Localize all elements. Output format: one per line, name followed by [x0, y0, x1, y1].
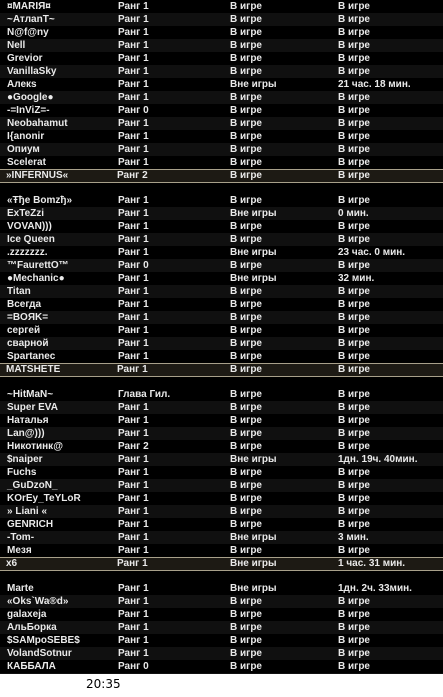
member-rank: Глава Гил. — [118, 389, 171, 400]
member-status: В игре — [230, 519, 262, 530]
member-row[interactable] — [0, 505, 443, 518]
member-row[interactable] — [0, 647, 443, 660]
member-rank: Ранг 1 — [118, 454, 149, 465]
member-row[interactable] — [0, 479, 443, 492]
clock-time: 20:35 — [86, 677, 121, 691]
member-rank: Ранг 1 — [118, 27, 149, 38]
member-rank: Ранг 1 — [118, 234, 149, 245]
member-last-seen: В игре — [338, 53, 370, 64]
member-last-seen: В игре — [338, 92, 370, 103]
member-last-seen: В игре — [338, 66, 370, 77]
member-last-seen: 32 мин. — [338, 273, 375, 284]
member-row[interactable] — [0, 414, 443, 427]
member-rank: Ранг 1 — [118, 1, 149, 12]
member-rank: Ранг 1 — [117, 558, 148, 569]
member-row-selected[interactable] — [0, 169, 443, 183]
member-last-seen: В игре — [338, 545, 370, 556]
member-status: В игре — [230, 428, 262, 439]
member-rank: Ранг 1 — [118, 428, 149, 439]
member-name: Fuchs — [7, 467, 37, 478]
member-row[interactable] — [0, 544, 443, 557]
member-name: «Ŧђe Bomzђ» — [7, 195, 73, 206]
member-status: В игре — [230, 635, 262, 646]
member-status: В игре — [230, 66, 262, 77]
member-name: ~АтлanТ~ — [7, 14, 55, 25]
member-group — [0, 0, 443, 194]
member-row[interactable] — [0, 130, 443, 143]
member-last-seen: В игре — [338, 389, 370, 400]
member-rank: Ранг 0 — [118, 105, 149, 116]
member-row[interactable] — [0, 259, 443, 272]
member-status: Вне игры — [230, 583, 277, 594]
member-name: $SAMpoSEBE$ — [7, 635, 80, 646]
member-row[interactable] — [0, 78, 443, 91]
member-last-seen: В игре — [338, 441, 370, 452]
member-last-seen: В игре — [338, 661, 370, 672]
member-rank: Ранг 1 — [118, 545, 149, 556]
member-row[interactable] — [0, 220, 443, 233]
member-row[interactable] — [0, 91, 443, 104]
member-last-seen: В игре — [338, 635, 370, 646]
member-row[interactable] — [0, 233, 443, 246]
member-name: VanillaSky — [7, 66, 57, 77]
member-status: В игре — [230, 325, 262, 336]
member-rank: Ранг 1 — [118, 338, 149, 349]
member-name: _GuDzoN_ — [7, 480, 58, 491]
member-name: Marte — [7, 583, 34, 594]
member-rank: Ранг 1 — [118, 648, 149, 659]
member-rank: Ранг 1 — [118, 493, 149, 504]
member-status: В игре — [230, 441, 262, 452]
member-status: В игре — [230, 105, 262, 116]
member-name: ~HitMaN~ — [7, 389, 54, 400]
member-name: Nell — [7, 40, 26, 51]
member-row[interactable] — [0, 388, 443, 401]
member-name: Titan — [7, 286, 31, 297]
member-name: Мезя — [7, 545, 32, 556]
member-status: В игре — [230, 53, 262, 64]
member-last-seen: В игре — [338, 402, 370, 413]
member-name: Ice Queen — [7, 234, 55, 245]
member-group — [0, 194, 443, 388]
member-last-seen: В игре — [338, 609, 370, 620]
member-name: «Oks`Wa®d» — [7, 596, 69, 607]
member-row[interactable] — [0, 65, 443, 78]
member-rank: Ранг 2 — [118, 441, 149, 452]
member-status: В игре — [230, 286, 262, 297]
member-last-seen: В игре — [338, 1, 370, 12]
member-last-seen: В игре — [338, 260, 370, 271]
member-status: В игре — [230, 144, 262, 155]
member-row[interactable] — [0, 52, 443, 65]
member-last-seen: В игре — [338, 14, 370, 25]
member-status: Вне игры — [230, 79, 277, 90]
member-last-seen: В игре — [338, 415, 370, 426]
member-row[interactable] — [0, 453, 443, 466]
member-last-seen: В игре — [338, 131, 370, 142]
member-row[interactable] — [0, 492, 443, 505]
member-name: x6 — [6, 558, 18, 569]
member-row[interactable] — [0, 634, 443, 647]
member-status: В игре — [230, 506, 262, 517]
member-rank: Ранг 1 — [117, 364, 148, 375]
member-rank: Ранг 2 — [117, 170, 148, 181]
member-name: Grevior — [7, 53, 43, 64]
member-status: В игре — [230, 389, 262, 400]
member-name: Scelerat — [7, 157, 46, 168]
member-rank: Ранг 1 — [118, 480, 149, 491]
member-last-seen: В игре — [338, 622, 370, 633]
member-last-seen: В игре — [338, 596, 370, 607]
member-name: Spartanec — [7, 351, 56, 362]
member-last-seen: В игре — [338, 299, 370, 310]
member-row[interactable] — [0, 621, 443, 634]
member-row[interactable] — [0, 272, 443, 285]
member-row[interactable] — [0, 39, 443, 52]
member-name: ™FaurettO™ — [7, 260, 69, 271]
member-name: Super EVA — [7, 402, 58, 413]
member-last-seen: В игре — [338, 170, 370, 181]
member-name: KOrEy_TeYLoR — [7, 493, 81, 504]
member-row[interactable] — [0, 246, 443, 259]
member-last-seen: 3 мин. — [338, 532, 369, 543]
member-last-seen: 21 час. 18 мин. — [338, 79, 411, 90]
member-name: КАББАЛА — [7, 661, 56, 672]
member-rank: Ранг 1 — [118, 286, 149, 297]
member-last-seen: 1 час. 31 мин. — [338, 558, 406, 569]
member-name: ExTeZzi — [7, 208, 45, 219]
member-rank: Ранг 1 — [118, 273, 149, 284]
group-separator — [0, 571, 443, 582]
member-name: ●Mechanic● — [7, 273, 65, 284]
member-row[interactable] — [0, 285, 443, 298]
member-status: В игре — [230, 545, 262, 556]
member-last-seen: В игре — [338, 467, 370, 478]
member-rank: Ранг 1 — [118, 118, 149, 129]
member-status: В игре — [230, 221, 262, 232]
member-last-seen: В игре — [338, 234, 370, 245]
member-name: Опиум — [7, 144, 40, 155]
member-rank: Ранг 0 — [118, 260, 149, 271]
member-status: В игре — [230, 415, 262, 426]
member-rank: Ранг 1 — [118, 325, 149, 336]
member-row[interactable] — [0, 518, 443, 531]
member-name: Neobahamut — [7, 118, 68, 129]
member-name: MATSHETE — [6, 364, 61, 375]
member-row[interactable] — [0, 440, 443, 453]
member-row[interactable] — [0, 298, 443, 311]
member-row[interactable] — [0, 26, 443, 39]
member-name: VOVAN))) — [7, 221, 52, 232]
member-last-seen: В игре — [338, 157, 370, 168]
member-rank: Ранг 1 — [118, 622, 149, 633]
member-name: сергей — [7, 325, 41, 336]
member-status: В игре — [230, 14, 262, 25]
member-name: сварной — [7, 338, 49, 349]
member-row[interactable] — [0, 531, 443, 544]
member-name: I{anonir — [7, 131, 45, 142]
member-row[interactable] — [0, 427, 443, 440]
member-last-seen: В игре — [338, 480, 370, 491]
member-row[interactable] — [0, 401, 443, 414]
member-name: »INFERNUS« — [6, 170, 69, 181]
member-name: Никотинк@ — [7, 441, 63, 452]
member-status: В игре — [230, 195, 262, 206]
member-row[interactable] — [0, 660, 443, 673]
member-status: В игре — [230, 234, 262, 245]
member-name: ●Google● — [7, 92, 54, 103]
status-bar — [0, 674, 443, 697]
member-status: Вне игры — [230, 273, 277, 284]
member-rank: Ранг 1 — [118, 221, 149, 232]
member-status: В игре — [230, 170, 262, 181]
member-status: В игре — [230, 622, 262, 633]
member-rank: Ранг 1 — [118, 40, 149, 51]
member-row-selected[interactable] — [0, 557, 443, 571]
member-rank: Ранг 1 — [118, 351, 149, 362]
member-rank: Ранг 1 — [118, 195, 149, 206]
member-rank: Ранг 1 — [118, 312, 149, 323]
member-row[interactable] — [0, 466, 443, 479]
member-last-seen: 23 час. 0 мин. — [338, 247, 406, 258]
member-rank: Ранг 1 — [118, 583, 149, 594]
member-status: В игре — [230, 609, 262, 620]
member-row[interactable] — [0, 117, 443, 130]
member-name: galaxeja — [7, 609, 47, 620]
member-status: В игре — [230, 648, 262, 659]
member-name: Всегда — [7, 299, 42, 310]
member-rank: Ранг 1 — [118, 519, 149, 530]
member-name: -Tom- — [7, 532, 35, 543]
member-rank: Ранг 1 — [118, 635, 149, 646]
member-row[interactable] — [0, 104, 443, 117]
member-name: Наталья — [7, 415, 49, 426]
member-rank: Ранг 1 — [118, 79, 149, 90]
member-status: В игре — [230, 338, 262, 349]
member-status: В игре — [230, 467, 262, 478]
member-rank: Ранг 1 — [118, 53, 149, 64]
member-status: Вне игры — [230, 532, 277, 543]
member-last-seen: 0 мин. — [338, 208, 369, 219]
member-rank: Ранг 1 — [118, 299, 149, 310]
member-last-seen: В игре — [338, 493, 370, 504]
member-name: GENRICH — [7, 519, 54, 530]
member-group — [0, 582, 443, 686]
member-name: VolandSotnur — [7, 648, 72, 659]
member-status: В игре — [230, 260, 262, 271]
member-last-seen: В игре — [338, 325, 370, 336]
member-row[interactable] — [0, 143, 443, 156]
member-last-seen: В игре — [338, 195, 370, 206]
member-last-seen: В игре — [338, 105, 370, 116]
member-group — [0, 388, 443, 582]
member-rank: Ранг 1 — [118, 66, 149, 77]
member-row[interactable] — [0, 595, 443, 608]
member-status: В игре — [230, 27, 262, 38]
member-status: В игре — [230, 480, 262, 491]
member-last-seen: 1дн. 2ч. 33мин. — [338, 583, 412, 594]
member-status: В игре — [230, 40, 262, 51]
member-last-seen: В игре — [338, 40, 370, 51]
member-status: В игре — [230, 493, 262, 504]
member-last-seen: В игре — [338, 506, 370, 517]
member-row[interactable] — [0, 194, 443, 207]
member-last-seen: В игре — [338, 27, 370, 38]
member-row[interactable] — [0, 207, 443, 220]
member-last-seen: В игре — [338, 312, 370, 323]
member-rank: Ранг 1 — [118, 609, 149, 620]
member-rank: Ранг 1 — [118, 208, 149, 219]
member-row[interactable] — [0, 13, 443, 26]
member-rank: Ранг 1 — [118, 92, 149, 103]
member-status: В игре — [230, 118, 262, 129]
member-name: » Liani « — [7, 506, 48, 517]
member-name: .zzzzzzz. — [7, 247, 48, 258]
member-name: АльБорка — [7, 622, 57, 633]
group-separator — [0, 183, 443, 194]
member-status: В игре — [230, 299, 262, 310]
member-last-seen: В игре — [338, 338, 370, 349]
member-status: В игре — [230, 131, 262, 142]
member-status: Вне игры — [230, 208, 277, 219]
member-name: =BOЯK= — [7, 312, 49, 323]
member-status: В игре — [230, 364, 262, 375]
member-rank: Ранг 1 — [118, 402, 149, 413]
member-status: В игре — [230, 661, 262, 672]
member-rank: Ранг 1 — [118, 131, 149, 142]
member-last-seen: В игре — [338, 428, 370, 439]
member-rank: Ранг 1 — [118, 532, 149, 543]
member-last-seen: В игре — [338, 351, 370, 362]
member-status: В игре — [230, 312, 262, 323]
member-row[interactable] — [0, 156, 443, 169]
member-rank: Ранг 1 — [118, 467, 149, 478]
group-separator — [0, 377, 443, 388]
member-row[interactable] — [0, 324, 443, 337]
member-last-seen: В игре — [338, 519, 370, 530]
member-row[interactable] — [0, 608, 443, 621]
member-row-selected[interactable] — [0, 363, 443, 377]
member-row[interactable] — [0, 337, 443, 350]
member-status: В игре — [230, 1, 262, 12]
member-rank: Ранг 1 — [118, 596, 149, 607]
member-status: В игре — [230, 596, 262, 607]
member-status: В игре — [230, 157, 262, 168]
member-name: $naiper — [7, 454, 43, 465]
member-rank: Ранг 1 — [118, 506, 149, 517]
member-last-seen: В игре — [338, 648, 370, 659]
member-status: Вне игры — [230, 558, 277, 569]
member-rank: Ранг 1 — [118, 247, 149, 258]
member-rank: Ранг 0 — [118, 661, 149, 672]
member-status: Вне игры — [230, 247, 277, 258]
member-status: В игре — [230, 402, 262, 413]
member-name: N@f@ny — [7, 27, 49, 38]
member-row[interactable] — [0, 0, 443, 13]
member-row[interactable] — [0, 311, 443, 324]
member-status: В игре — [230, 351, 262, 362]
member-rank: Ранг 1 — [118, 14, 149, 25]
member-last-seen: В игре — [338, 118, 370, 129]
member-last-seen: В игре — [338, 286, 370, 297]
member-rank: Ранг 1 — [118, 157, 149, 168]
member-status: Вне игры — [230, 454, 277, 465]
member-last-seen: В игре — [338, 221, 370, 232]
member-name: Lan@))) — [7, 428, 45, 439]
member-row[interactable] — [0, 582, 443, 595]
member-row[interactable] — [0, 350, 443, 363]
member-name: Алекs — [7, 79, 37, 90]
member-rank: Ранг 1 — [118, 144, 149, 155]
member-last-seen: 1дн. 19ч. 40мин. — [338, 454, 418, 465]
member-last-seen: В игре — [338, 144, 370, 155]
member-rank: Ранг 1 — [118, 415, 149, 426]
member-last-seen: В игре — [338, 364, 370, 375]
member-name: -=InViZ=- — [7, 105, 50, 116]
member-name: ¤MARIЯ¤ — [7, 1, 51, 12]
member-status: В игре — [230, 92, 262, 103]
